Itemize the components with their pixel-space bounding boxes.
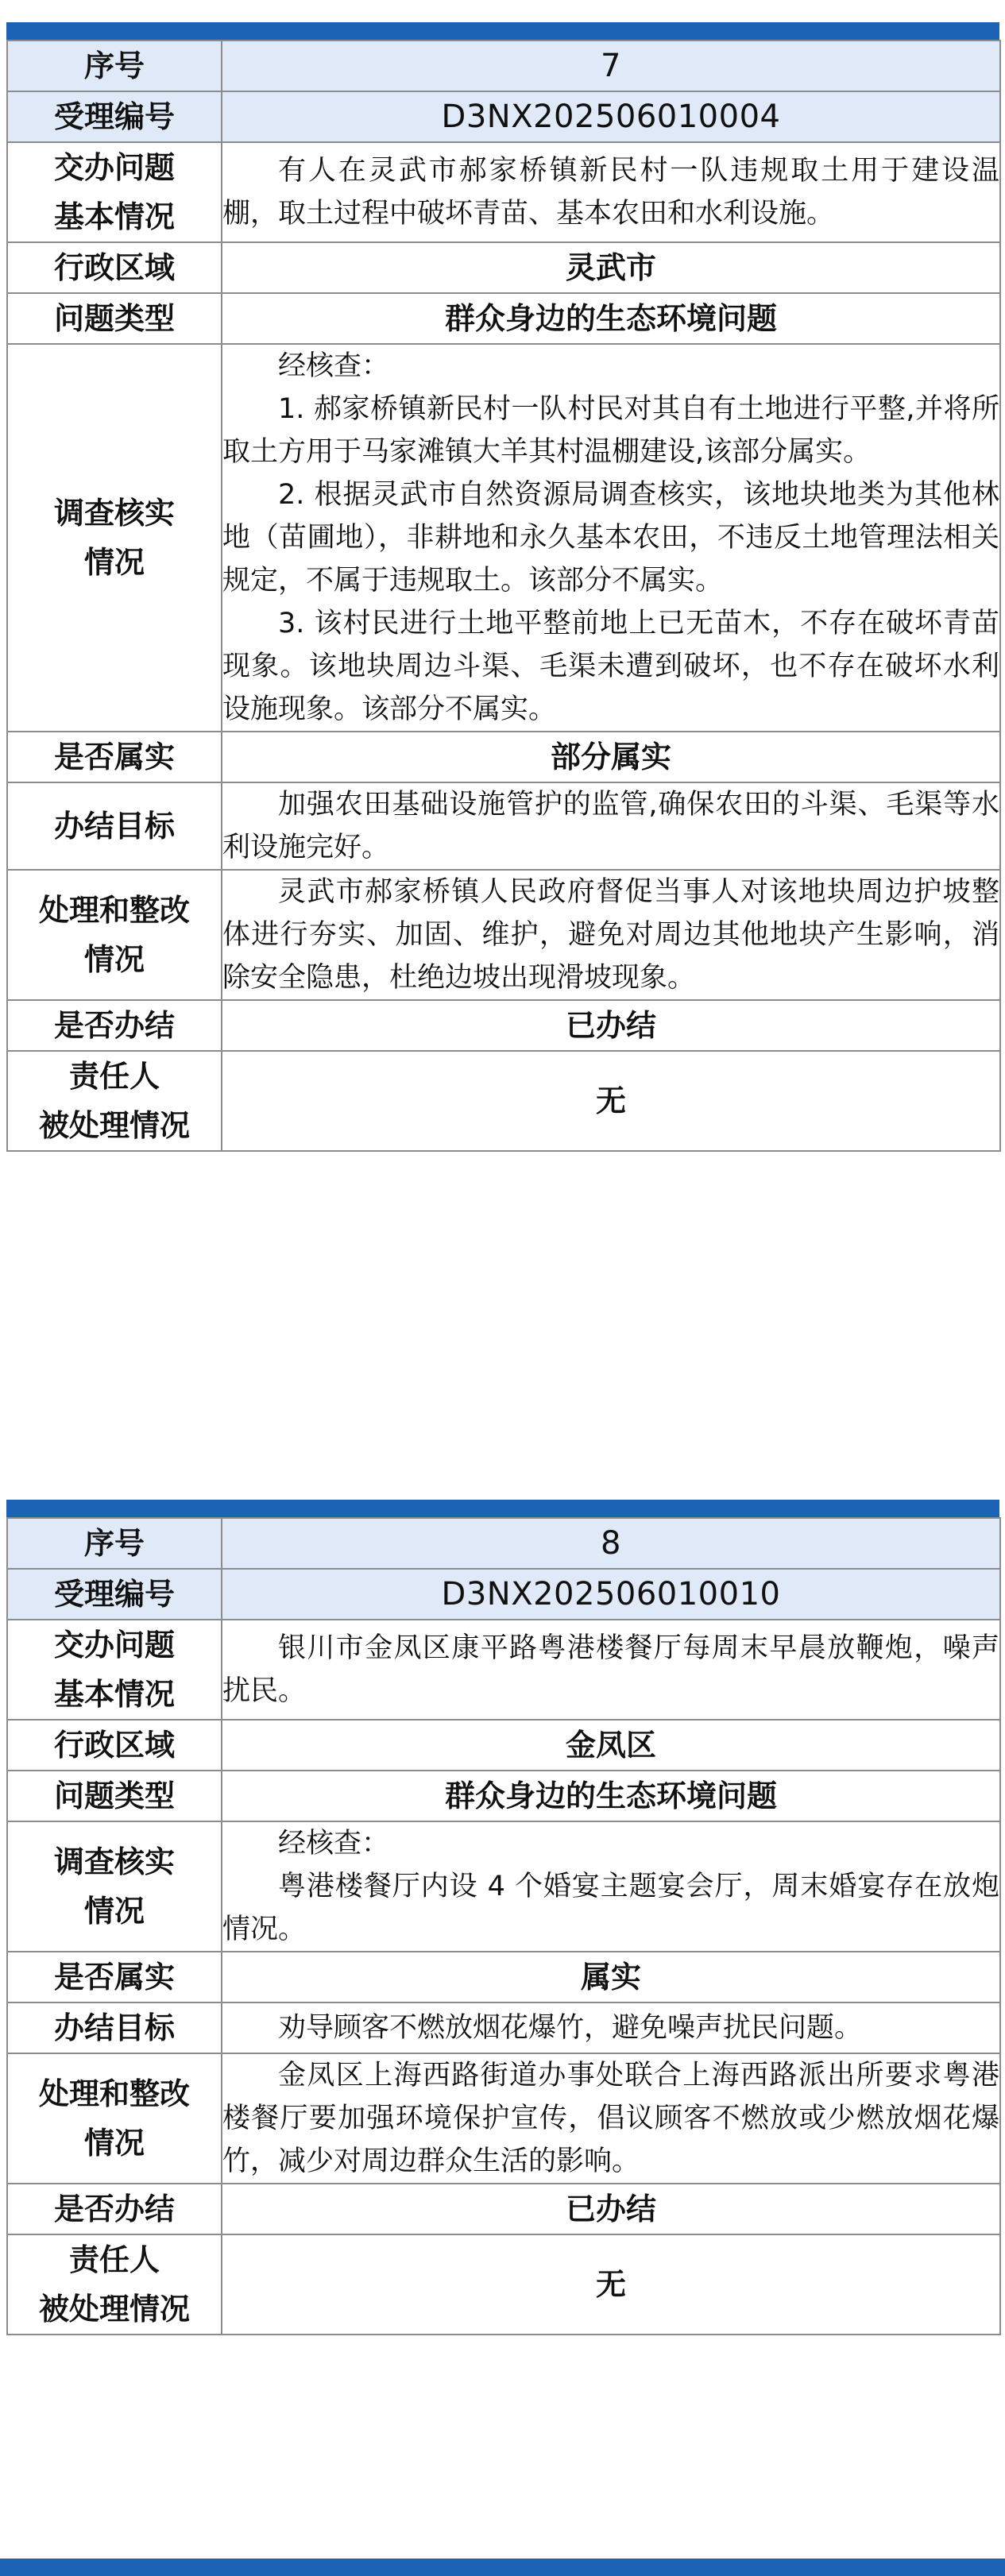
label-investigation-line2: 情况	[83, 545, 145, 580]
row-goal	[7, 2002, 1000, 2053]
row-case-no	[7, 1569, 1000, 1620]
value-issue-basic	[222, 1620, 1000, 1720]
paragraph: 1. 郝家桥镇新民村一队村民对其自有土地进行平整,并将所取土方用于马家滩镇大羊其村温棚建设,该部分属实。	[222, 393, 999, 468]
value-goal	[222, 782, 1000, 870]
paragraph: 灵武市郝家桥镇人民政府督促当事人对该地块周边护坡整体进行夯实、加固、维护，避免对周边其他地块产生影响，消除安全隐患，杜绝边坡出现滑坡现象。	[222, 876, 999, 994]
row-region	[7, 1720, 1000, 1771]
next-record-top-bar	[0, 2559, 1005, 2576]
record-top-bar	[6, 1500, 999, 1517]
label-investigation	[7, 1821, 222, 1952]
label-handling	[7, 870, 222, 1000]
label-seq: 序号	[7, 1518, 222, 1569]
label-region: 行政区域	[7, 242, 222, 293]
label-issue-basic	[7, 142, 222, 242]
record-table	[6, 40, 1001, 1152]
label-seq: 序号	[7, 41, 222, 91]
value-seq: 7	[222, 41, 1000, 91]
paragraph: 经核查：	[278, 1828, 390, 1860]
value-goal	[222, 2002, 1000, 2053]
value-investigation	[222, 344, 1000, 732]
row-issue-type	[7, 293, 1000, 344]
row-responsible	[7, 1051, 1000, 1151]
label-responsible	[7, 2234, 222, 2335]
label-goal: 办结目标	[7, 782, 222, 870]
label-investigation-line2: 情况	[83, 1894, 145, 1929]
label-handling-line1: 处理和整改	[38, 893, 190, 928]
row-responsible	[7, 2234, 1000, 2335]
value-case-no: D3NX202506010004	[222, 91, 1000, 142]
row-case-no	[7, 91, 1000, 142]
label-case-no: 受理编号	[7, 91, 222, 142]
label-issue-basic-line1: 交办问题	[53, 1628, 175, 1663]
label-issue-basic-line2: 基本情况	[53, 199, 175, 234]
paragraph: 经核查：	[278, 350, 390, 382]
label-goal: 办结目标	[7, 2002, 222, 2053]
record-card	[6, 1500, 999, 2335]
label-verified: 是否属实	[7, 1952, 222, 2002]
label-case-no: 受理编号	[7, 1569, 222, 1620]
value-issue-basic	[222, 142, 1000, 242]
label-investigation-line1: 调查核实	[53, 1844, 175, 1879]
record-top-bar	[6, 22, 999, 40]
record-table	[6, 1517, 1001, 2335]
paragraph: 2. 根据灵武市自然资源局调查核实，该地块地类为其他林地（苗圃地），非耕地和永久基本农田，不违反土地管理法相关规定，不属于违规取土。该部分不属实。	[222, 479, 999, 597]
row-handling	[7, 870, 1000, 1000]
label-issue-basic-line2: 基本情况	[53, 1677, 175, 1712]
value-verified: 部分属实	[222, 732, 1000, 782]
paragraph: 粤港楼餐厅内设 4 个婚宴主题宴会厅，周末婚宴存在放炮情况。	[222, 1871, 999, 1945]
label-closed: 是否办结	[7, 2184, 222, 2234]
label-responsible-line2: 被处理情况	[38, 1108, 190, 1143]
label-responsible	[7, 1051, 222, 1151]
label-closed: 是否办结	[7, 1000, 222, 1051]
value-responsible: 无	[222, 2234, 1000, 2335]
paragraph: 银川市金凤区康平路粤港楼餐厅每周末早晨放鞭炮，噪声扰民。	[222, 1632, 999, 1707]
label-verified: 是否属实	[7, 732, 222, 782]
row-verified	[7, 1952, 1000, 2002]
row-seq	[7, 41, 1000, 91]
paragraph: 劝导顾客不燃放烟花爆竹，避免噪声扰民问题。	[278, 2012, 863, 2044]
row-closed	[7, 1000, 1000, 1051]
value-case-no: D3NX202506010010	[222, 1569, 1000, 1620]
label-issue-basic	[7, 1620, 222, 1720]
label-issue-type: 问题类型	[7, 1771, 222, 1821]
paragraph: 3. 该村民进行土地平整前地上已无苗木，不存在破坏青苗现象。该地块周边斗渠、毛渠未遭到破坏，也不存在破坏水利设施现象。该部分不属实。	[222, 608, 999, 725]
label-handling	[7, 2053, 222, 2184]
value-seq: 8	[222, 1518, 1000, 1569]
row-closed	[7, 2184, 1000, 2234]
label-responsible-line2: 被处理情况	[38, 2292, 190, 2327]
value-handling	[222, 870, 1000, 1000]
row-issue-basic	[7, 1620, 1000, 1720]
label-investigation-line1: 调查核实	[53, 496, 175, 531]
label-region: 行政区域	[7, 1720, 222, 1771]
label-investigation	[7, 344, 222, 732]
value-region: 灵武市	[222, 242, 1000, 293]
paragraph: 金凤区上海西路街道办事处联合上海西路派出所要求粤港楼餐厅要加强环境保护宣传，倡议顾客不燃放或少燃放烟花爆竹，减少对周边群众生活的影响。	[222, 2060, 999, 2177]
value-issue-type: 群众身边的生态环境问题	[222, 293, 1000, 344]
row-issue-basic	[7, 142, 1000, 242]
row-investigation	[7, 1821, 1000, 1952]
label-issue-basic-line1: 交办问题	[53, 150, 175, 185]
row-investigation	[7, 344, 1000, 732]
value-closed: 已办结	[222, 1000, 1000, 1051]
value-issue-type: 群众身边的生态环境问题	[222, 1771, 1000, 1821]
record-card	[6, 22, 999, 1152]
row-verified	[7, 732, 1000, 782]
label-handling-line2: 情况	[83, 2126, 145, 2161]
paragraph: 加强农田基础设施管护的监管,确保农田的斗渠、毛渠等水利设施完好。	[222, 789, 999, 863]
paragraph: 有人在灵武市郝家桥镇新民村一队违规取土用于建设温棚，取土过程中破坏青苗、基本农田和水利设施。	[222, 155, 999, 230]
value-responsible: 无	[222, 1051, 1000, 1151]
row-handling	[7, 2053, 1000, 2184]
label-responsible-line1: 责任人	[68, 1059, 160, 1094]
row-seq	[7, 1518, 1000, 1569]
value-verified: 属实	[222, 1952, 1000, 2002]
row-region	[7, 242, 1000, 293]
label-handling-line1: 处理和整改	[38, 2076, 190, 2111]
value-investigation	[222, 1821, 1000, 1952]
value-region: 金凤区	[222, 1720, 1000, 1771]
label-responsible-line1: 责任人	[68, 2242, 160, 2277]
value-closed: 已办结	[222, 2184, 1000, 2234]
value-handling	[222, 2053, 1000, 2184]
label-handling-line2: 情况	[83, 942, 145, 977]
label-issue-type: 问题类型	[7, 293, 222, 344]
row-goal	[7, 782, 1000, 870]
row-issue-type	[7, 1771, 1000, 1821]
